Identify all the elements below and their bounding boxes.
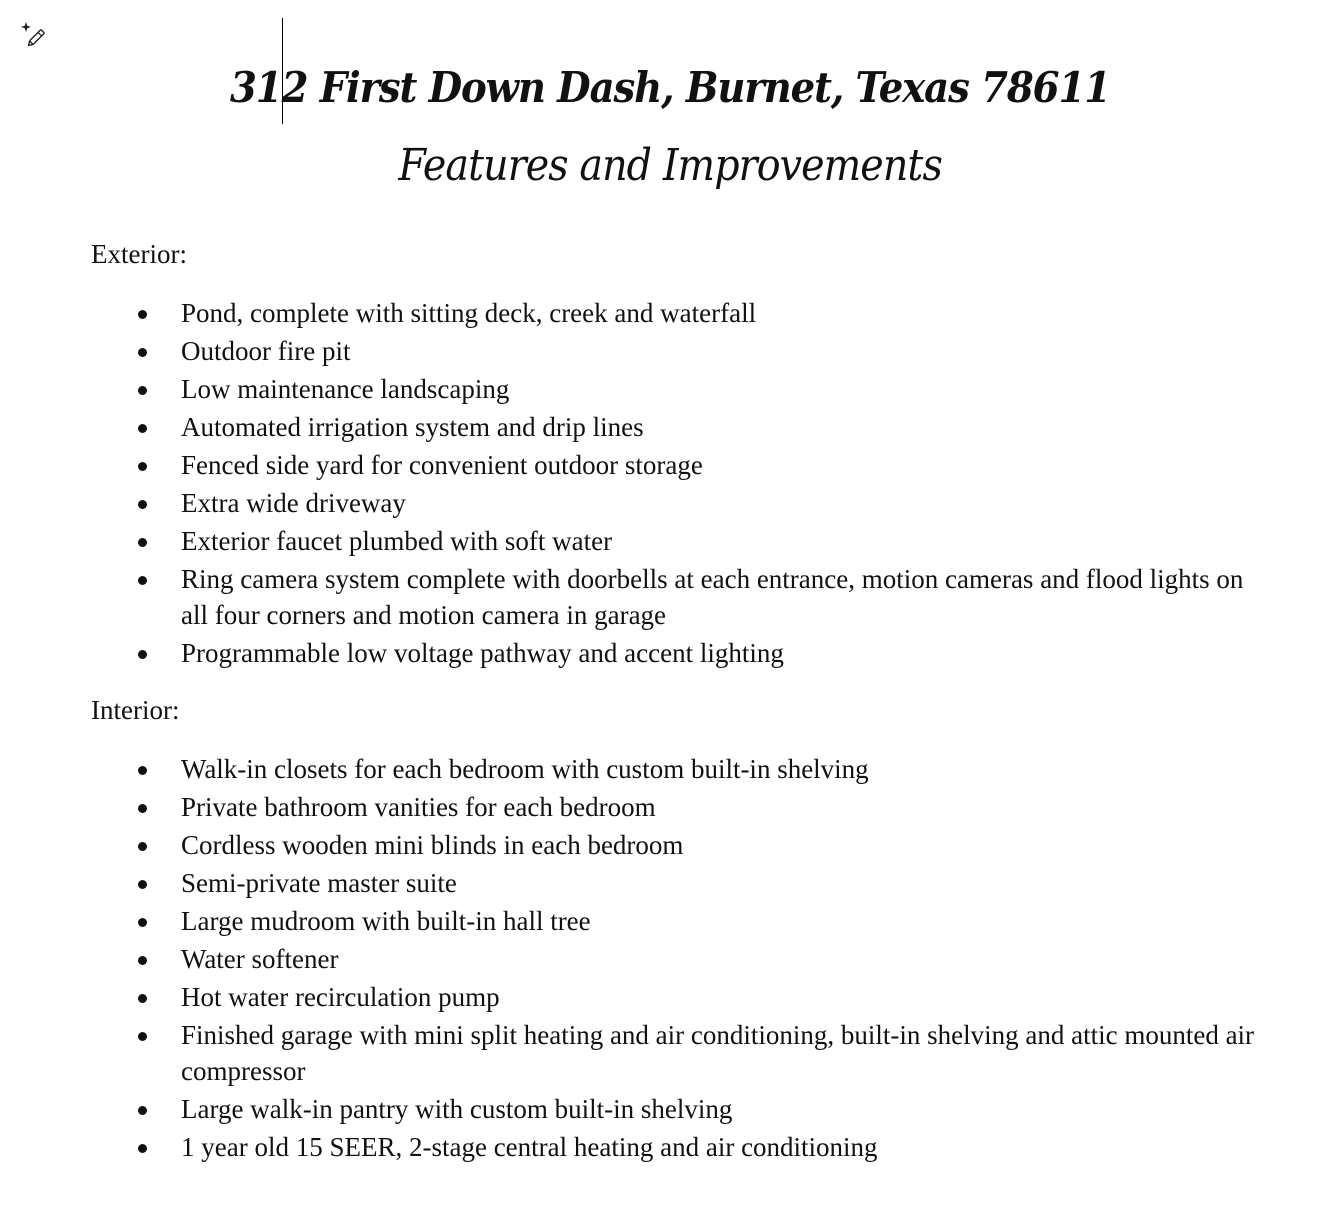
list-item[interactable] bbox=[181, 1129, 1261, 1165]
bullet-icon bbox=[138, 880, 147, 889]
bullet-icon bbox=[138, 576, 147, 585]
list-item[interactable] bbox=[181, 409, 1261, 445]
list-item[interactable] bbox=[181, 295, 1261, 331]
list-item[interactable] bbox=[181, 635, 1261, 671]
list-item-text: Walk-in closets for each bedroom with custom built-in shelving bbox=[181, 754, 869, 784]
bullet-icon bbox=[138, 424, 147, 433]
list-item[interactable] bbox=[181, 371, 1261, 407]
bullet-icon bbox=[138, 538, 147, 547]
list-item[interactable] bbox=[181, 523, 1261, 559]
list-item-text: 1 year old 15 SEER, 2-stage central heating and air conditioning bbox=[181, 1132, 878, 1162]
list-item-text: Finished garage with mini split heating and air conditioning, built-in shelving and attic mounted air compressor bbox=[181, 1020, 1255, 1086]
bullet-icon bbox=[138, 348, 147, 357]
bullet-icon bbox=[138, 386, 147, 395]
bullet-icon bbox=[138, 310, 147, 319]
list-item-text: Cordless wooden mini blinds in each bedroom bbox=[181, 830, 684, 860]
bullet-icon bbox=[138, 650, 147, 659]
bullet-icon bbox=[138, 842, 147, 851]
list-item-text: Automated irrigation system and drip lines bbox=[181, 412, 644, 442]
bullet-icon bbox=[138, 1106, 147, 1115]
list-item-text: Ring camera system complete with doorbells at each entrance, motion cameras and flood lights on all four corners and motion camera in garage bbox=[181, 564, 1244, 630]
bullet-icon bbox=[138, 804, 147, 813]
bullet-icon bbox=[138, 994, 147, 1003]
interior-heading[interactable]: Interior: bbox=[91, 695, 180, 725]
list-item[interactable] bbox=[181, 333, 1261, 369]
list-item-text: Extra wide driveway bbox=[181, 488, 406, 518]
bullet-icon bbox=[138, 956, 147, 965]
list-item[interactable] bbox=[181, 979, 1261, 1015]
list-item[interactable] bbox=[181, 865, 1261, 901]
list-item[interactable] bbox=[181, 1017, 1261, 1089]
list-item-text: Low maintenance landscaping bbox=[181, 374, 510, 404]
list-item-text: Exterior faucet plumbed with soft water bbox=[181, 526, 613, 556]
list-item[interactable] bbox=[181, 447, 1261, 483]
magic-wand-sparkle-icon[interactable] bbox=[20, 20, 50, 50]
list-item[interactable] bbox=[181, 561, 1261, 633]
list-item-text: Outdoor fire pit bbox=[181, 336, 351, 366]
bullet-icon bbox=[138, 1144, 147, 1153]
interior-feature-list bbox=[181, 751, 1261, 1167]
list-item-text: Water softener bbox=[181, 944, 339, 974]
list-item[interactable] bbox=[181, 903, 1261, 939]
list-item[interactable] bbox=[181, 485, 1261, 521]
exterior-feature-list bbox=[181, 295, 1261, 673]
list-item-text: Large mudroom with built-in hall tree bbox=[181, 906, 591, 936]
document-subtitle[interactable]: Features and Improvements bbox=[398, 140, 942, 191]
list-item[interactable] bbox=[181, 751, 1261, 787]
list-item[interactable] bbox=[181, 941, 1261, 977]
bullet-icon bbox=[138, 766, 147, 775]
list-item-text: Hot water recirculation pump bbox=[181, 982, 500, 1012]
list-item-text: Semi-private master suite bbox=[181, 868, 457, 898]
list-item-text: Private bathroom vanities for each bedroom bbox=[181, 792, 656, 822]
bullet-icon bbox=[138, 1032, 147, 1041]
exterior-heading[interactable]: Exterior: bbox=[91, 239, 187, 269]
list-item-text: Programmable low voltage pathway and accent lighting bbox=[181, 638, 784, 668]
list-item[interactable] bbox=[181, 789, 1261, 825]
bullet-icon bbox=[138, 918, 147, 927]
list-item-text: Pond, complete with sitting deck, creek and waterfall bbox=[181, 298, 757, 328]
document-title[interactable]: 312 First Down Dash, Burnet, Texas 78611 bbox=[230, 63, 1111, 112]
list-item[interactable] bbox=[181, 1091, 1261, 1127]
list-item[interactable] bbox=[181, 827, 1261, 863]
list-item-text: Large walk-in pantry with custom built-in shelving bbox=[181, 1094, 733, 1124]
bullet-icon bbox=[138, 462, 147, 471]
list-item-text: Fenced side yard for convenient outdoor storage bbox=[181, 450, 703, 480]
bullet-icon bbox=[138, 500, 147, 509]
